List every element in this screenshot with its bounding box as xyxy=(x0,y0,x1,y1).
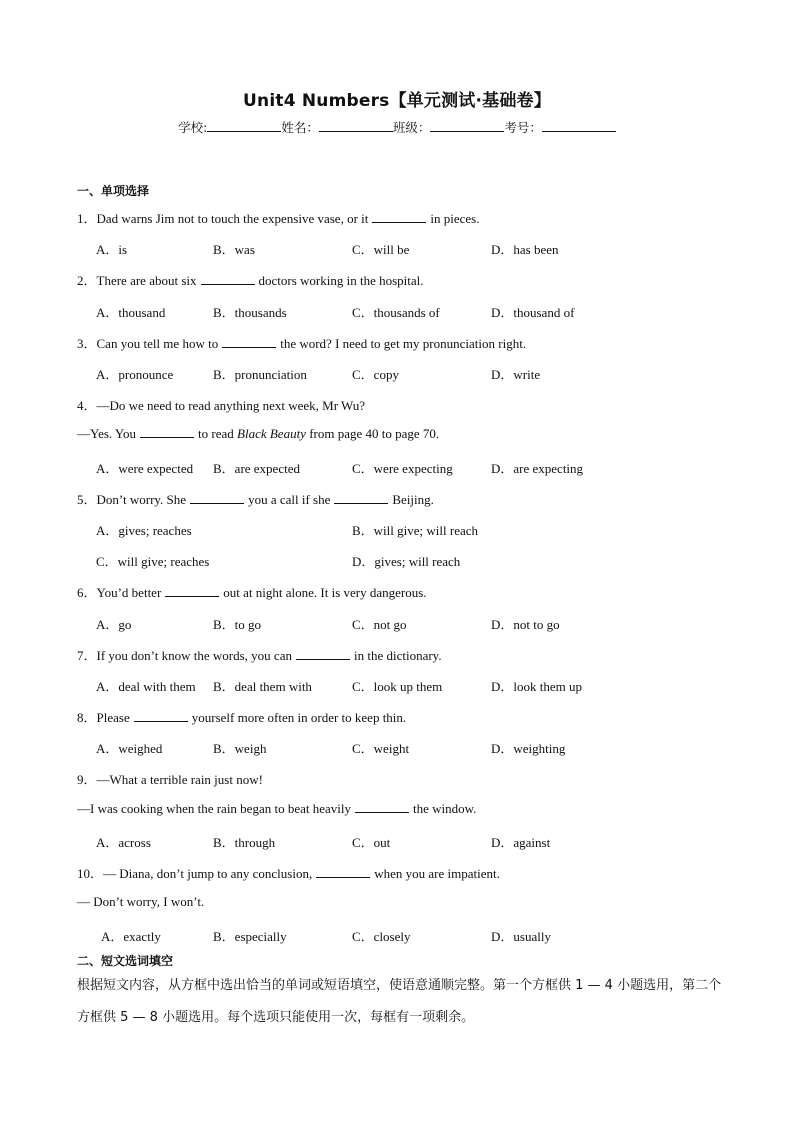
option-d[interactable]: D．gives; will reach xyxy=(352,554,461,569)
class-blank[interactable] xyxy=(430,119,504,132)
option-d[interactable]: D．are expecting xyxy=(491,461,584,476)
option-a[interactable]: A．is xyxy=(96,242,128,257)
answer-blank[interactable] xyxy=(296,649,350,660)
option-a[interactable]: A．go xyxy=(96,617,132,632)
option-a[interactable]: A．thousand xyxy=(96,305,166,320)
option-a[interactable]: A．pronounce xyxy=(96,367,174,382)
question-number: 1． xyxy=(77,211,97,226)
question-text: when you are impatient. xyxy=(374,866,500,881)
option-b[interactable]: B．pronunciation xyxy=(213,367,307,382)
question-7 xyxy=(77,645,442,664)
question-number: 4． xyxy=(77,398,97,413)
question-text: You’d better xyxy=(96,585,162,600)
option-a[interactable]: A．weighed xyxy=(96,741,163,756)
question-text: in the dictionary. xyxy=(353,648,442,663)
question-4 xyxy=(77,395,365,414)
question-3 xyxy=(77,333,526,352)
option-c[interactable]: C．thousands of xyxy=(352,305,440,320)
option-b[interactable]: B．are expected xyxy=(213,461,300,476)
option-d[interactable]: D．not to go xyxy=(491,617,560,632)
question-text: Beijing. xyxy=(392,492,434,507)
question-8 xyxy=(77,707,406,726)
question-text: — Diana, don’t jump to any conclusion, xyxy=(103,866,313,881)
question-text: the word? I need to get my pronunciation right. xyxy=(280,336,527,351)
number-label: 考号： xyxy=(504,120,542,135)
question-10 xyxy=(77,863,500,882)
name-label: 姓名： xyxy=(281,120,319,135)
answer-blank[interactable] xyxy=(334,493,388,504)
answer-blank[interactable] xyxy=(372,212,426,223)
option-c[interactable]: C．not go xyxy=(352,617,407,632)
question-10-line2 xyxy=(77,894,204,910)
question-text: Don’t worry. She xyxy=(96,492,187,507)
question-text: the window. xyxy=(413,801,477,816)
school-label: 学校: xyxy=(178,120,208,135)
option-a[interactable]: A．were expected xyxy=(96,461,194,476)
option-d[interactable]: D．usually xyxy=(491,929,551,944)
option-c[interactable]: C．weight xyxy=(352,741,410,756)
option-a[interactable]: A．across xyxy=(96,835,151,850)
question-9 xyxy=(77,769,263,788)
answer-blank[interactable] xyxy=(134,711,188,722)
option-b[interactable]: B．deal them with xyxy=(213,679,312,694)
question-text: doctors working in the hospital. xyxy=(258,273,424,288)
option-a[interactable]: A．gives; reaches xyxy=(96,523,192,538)
question-text: you a call if she xyxy=(248,492,331,507)
question-text: There are about six xyxy=(96,273,197,288)
question-text: If you don’t know the words, you can xyxy=(96,648,292,663)
option-b[interactable]: B．will give; will reach xyxy=(352,523,479,538)
section-instruction: 根据短文内容，从方框中选出恰当的单词或短语填空，使语意通顺完整。第一个方框供 1 — 4 小题选用，第二个方框供 5 — 8 小题选用。每个选项只能使用一次，每框有一项剩余。 xyxy=(77,978,722,1025)
question-text: —Do we need to read anything next week, Mr Wu? xyxy=(96,398,366,413)
question-number: 7． xyxy=(77,648,97,663)
option-c[interactable]: C．closely xyxy=(352,929,411,944)
question-number: 6． xyxy=(77,585,97,600)
option-d[interactable]: D．look them up xyxy=(491,679,582,694)
section-heading-choice: 一、单项选择 xyxy=(77,184,150,198)
option-c[interactable]: C．were expecting xyxy=(352,461,453,476)
question-text: in pieces. xyxy=(430,211,480,226)
question-number: 9． xyxy=(77,772,97,787)
option-c[interactable]: C．will give; reaches xyxy=(96,554,210,569)
answer-blank[interactable] xyxy=(316,867,370,878)
question-9-line2 xyxy=(77,801,476,817)
option-b[interactable]: B．was xyxy=(213,242,255,257)
option-d[interactable]: D．weighting xyxy=(491,741,566,756)
option-a[interactable]: A．exactly xyxy=(101,929,161,944)
question-number: 3． xyxy=(77,336,97,351)
number-blank[interactable] xyxy=(542,119,616,132)
question-number: 5． xyxy=(77,492,97,507)
class-label: 班级： xyxy=(392,120,431,135)
page-title: Unit4 Numbers【单元测试·基础卷】 xyxy=(243,91,551,111)
option-b[interactable]: B．especially xyxy=(213,929,287,944)
answer-blank[interactable] xyxy=(190,493,244,504)
answer-blank[interactable] xyxy=(222,337,276,348)
question-6 xyxy=(77,582,427,601)
option-d[interactable]: D．against xyxy=(491,835,551,850)
question-number: 8． xyxy=(77,710,97,725)
option-d[interactable]: D．thousand of xyxy=(491,305,575,320)
option-c[interactable]: C．will be xyxy=(352,242,410,257)
section-heading-cloze: 二、短文选词填空 xyxy=(77,954,174,968)
option-b[interactable]: B．thousands xyxy=(213,305,287,320)
question-number: 10． xyxy=(77,866,104,881)
option-b[interactable]: B．to go xyxy=(213,617,262,632)
question-text: —Yes. You xyxy=(77,426,137,441)
question-text: —What a terrible rain just now! xyxy=(96,772,263,787)
option-c[interactable]: C．out xyxy=(352,835,391,850)
question-text: yourself more often in order to keep thin. xyxy=(191,710,407,725)
option-c[interactable]: C．copy xyxy=(352,367,399,382)
question-text: to read xyxy=(198,426,234,441)
question-2 xyxy=(77,270,424,289)
option-b[interactable]: B．weigh xyxy=(213,741,267,756)
question-text: Can you tell me how to xyxy=(96,336,219,351)
question-text: Dad warns Jim not to touch the expensive vase, or it xyxy=(96,211,369,226)
student-info-line xyxy=(0,118,794,136)
option-d[interactable]: D．has been xyxy=(491,242,559,257)
answer-blank[interactable] xyxy=(165,586,219,597)
answer-blank[interactable] xyxy=(355,802,409,813)
question-1 xyxy=(77,208,479,227)
question-number: 2． xyxy=(77,273,97,288)
option-d[interactable]: D．write xyxy=(491,367,541,382)
answer-blank[interactable] xyxy=(201,274,255,285)
answer-blank[interactable] xyxy=(140,427,194,438)
option-b[interactable]: B．through xyxy=(213,835,276,850)
question-text: from page 40 to page 70. xyxy=(309,426,440,441)
question-4-line2 xyxy=(77,426,439,442)
name-blank[interactable] xyxy=(319,119,393,132)
question-text: — Don’t worry, I won’t. xyxy=(77,894,205,909)
option-c[interactable]: C．look up them xyxy=(352,679,443,694)
school-blank[interactable] xyxy=(207,119,281,132)
question-text: —I was cooking when the rain began to beat heavily xyxy=(77,801,351,816)
book-title: Black Beauty xyxy=(237,426,306,441)
question-text: Please xyxy=(96,710,130,725)
question-5 xyxy=(77,489,434,508)
option-a[interactable]: A．deal with them xyxy=(96,679,196,694)
question-text: out at night alone. It is very dangerous. xyxy=(223,585,427,600)
